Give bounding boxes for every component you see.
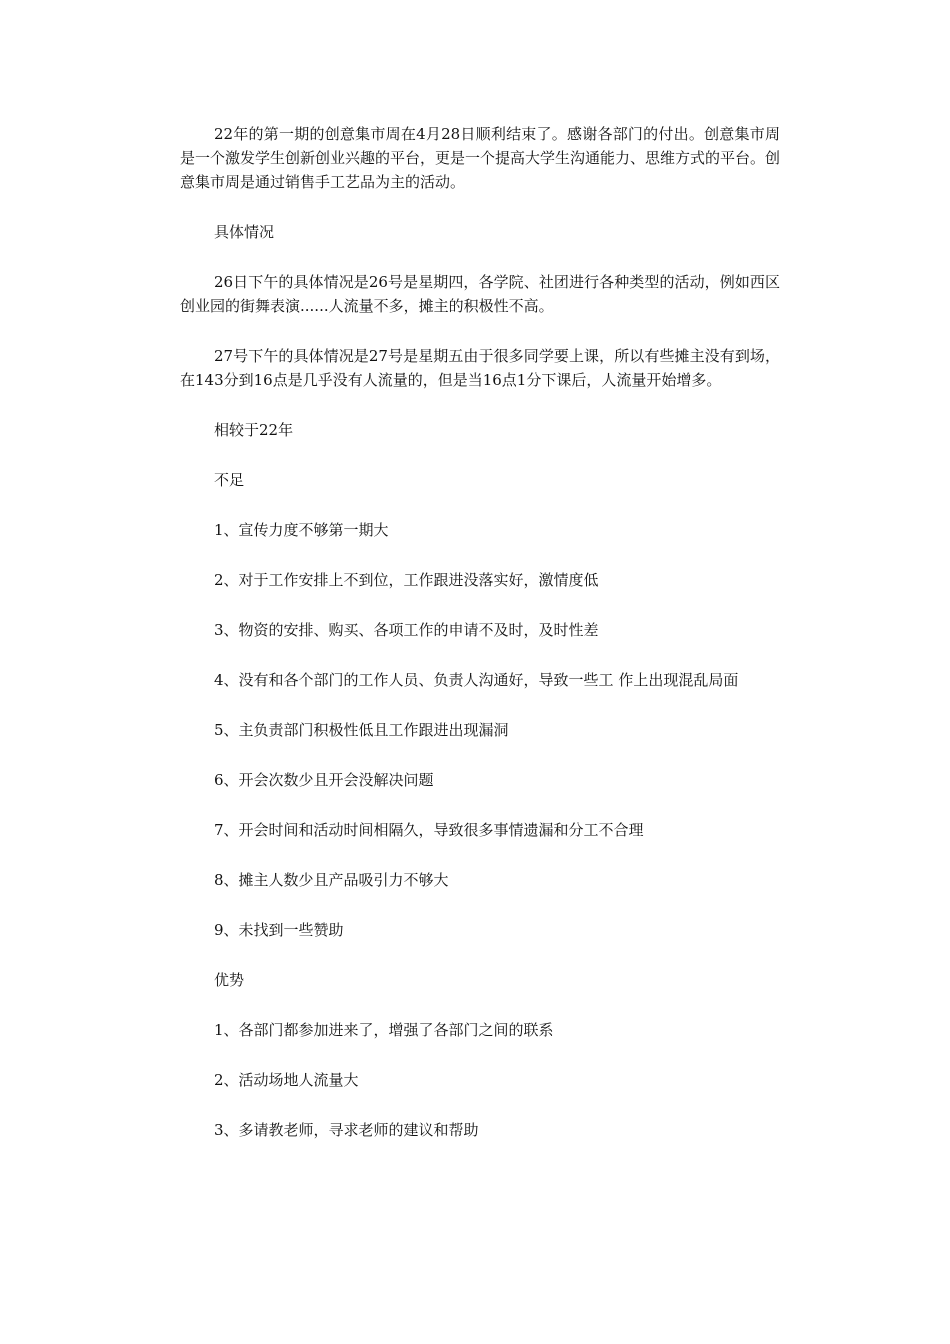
advantage-item-2: 2、活动场地人流量大 [214,1071,359,1089]
details-paragraph-26: 26日下午的具体情况是26号是星期四，各学院、社团进行各种类型的活动，例如西区创业园的街舞表演......人流量不多，摊主的积极性不高。 [180,273,780,315]
section-heading-shortcomings: 不足 [214,471,245,489]
details-paragraph-27: 27号下午的具体情况是27号是星期五由于很多同学要上课，所以有些摊主没有到场，在143分到16点是几乎没有人流量的，但是当16点1分下课后，人流量开始增多。 [180,347,780,389]
advantage-item-3: 3、多请教老师，寻求老师的建议和帮助 [214,1121,479,1139]
section-heading-advantages: 优势 [214,971,245,989]
shortcoming-item-7: 7、开会时间和活动时间相隔久，导致很多事情遗漏和分工不合理 [214,821,644,839]
shortcoming-item-1: 1、宣传力度不够第一期大 [214,521,389,539]
shortcoming-item-2: 2、对于工作安排上不到位，工作跟进没落实好，激情度低 [214,571,599,589]
shortcoming-item-4: 4、没有和各个部门的工作人员、负责人沟通好，导致一些工 作上出现混乱局面 [214,671,739,689]
document-body [180,122,780,1168]
advantage-item-1: 1、各部门都参加进来了，增强了各部门之间的联系 [214,1021,554,1039]
section-heading-comparison: 相较于22年 [214,421,294,439]
intro-paragraph: 22年的第一期的创意集市周在4月28日顺利结束了。感谢各部门的付出。创意集市周是一个激发学生创新创业兴趣的平台，更是一个提高大学生沟通能力、思维方式的平台。创意集市周是通过销售手工艺品为主的活动。 [180,125,781,191]
shortcoming-item-3: 3、物资的安排、购买、各项工作的申请不及时，及时性差 [214,621,599,639]
shortcoming-item-5: 5、主负责部门积极性低且工作跟进出现漏洞 [214,721,509,739]
shortcoming-item-6: 6、开会次数少且开会没解决问题 [214,771,434,789]
section-heading-details: 具体情况 [214,223,275,241]
shortcoming-item-8: 8、摊主人数少且产品吸引力不够大 [214,871,449,889]
shortcoming-item-9: 9、未找到一些赞助 [214,921,344,939]
